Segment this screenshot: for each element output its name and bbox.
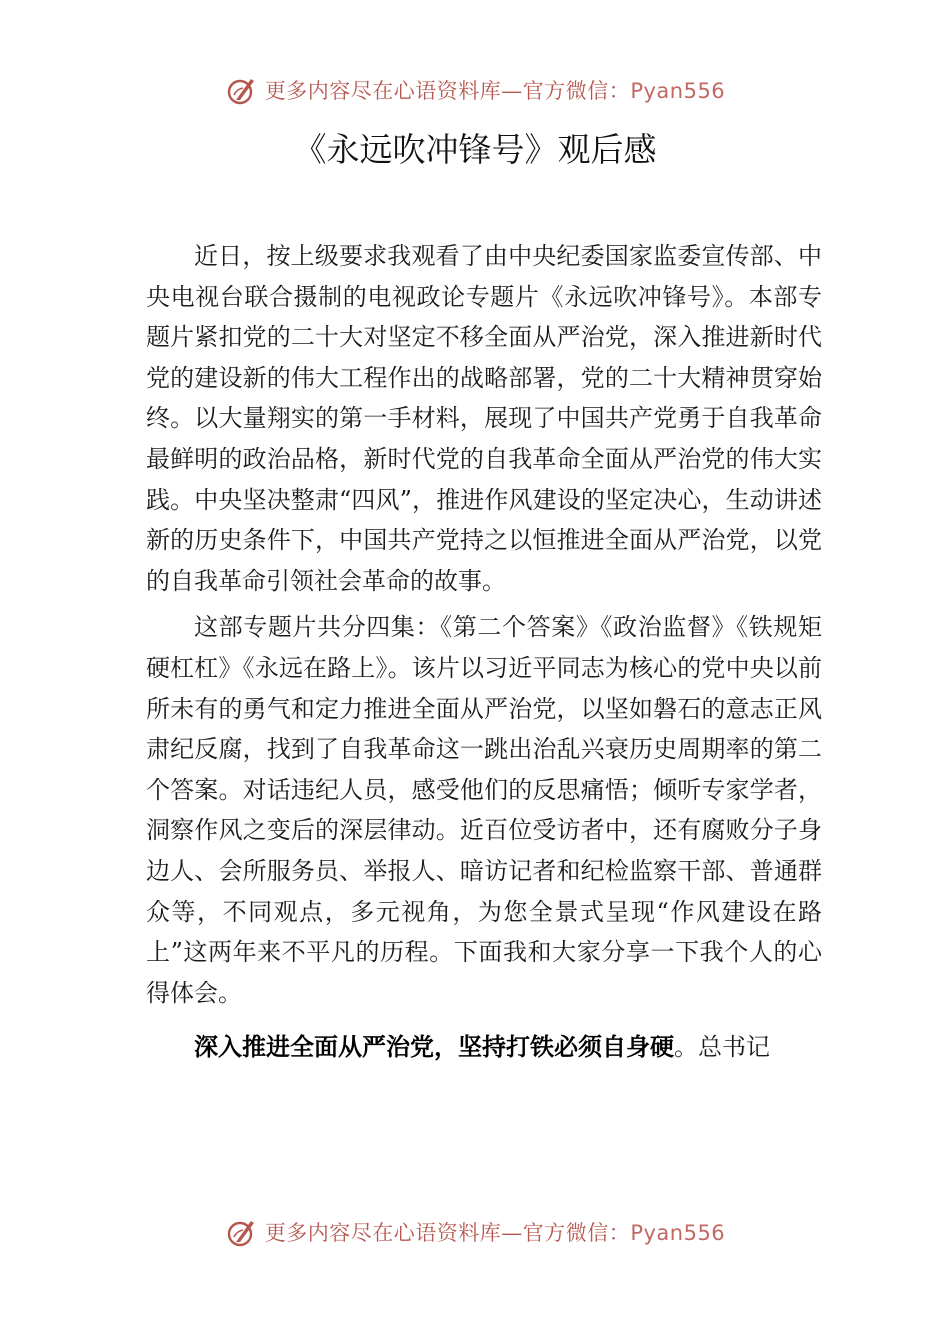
watermark-text bbox=[265, 1217, 725, 1247]
paragraph-3-text: 。总书记 bbox=[674, 1033, 770, 1062]
watermark-wechat-id: Pyan556 bbox=[630, 1221, 726, 1245]
quill-circle-icon bbox=[225, 73, 259, 107]
document-title: 《永远吹冲锋号》观后感 bbox=[293, 130, 657, 169]
watermark-label: 更多内容尽在心语资料库—官方微信： bbox=[264, 1221, 631, 1245]
quill-circle-icon bbox=[225, 1215, 259, 1249]
paragraph-2: 这部专题片共分四集：《第二个答案》《政治监督》《铁规矩硬杠杠》《永远在路上》。该片以习近平同志为核心的党中央以前所未有的勇气和定力推进全面从严治党，以坚如磐石的意志正风肃纪反腐，找到了自我革命这一跳出治乱兴衰历史周期率的第二个答案。对话违纪人员，感受他们的反思痛悟；倾听专家学者，洞察作风之变后的深层律动。近百位受访者中，还有腐败分子身边人、会所服务员、举报人、暗访记者和纪检监察干部、普通群众等，不同观点，多元视角，为您全景式呈现“作风建设在路上”这两年来不平凡的历程。下面我和大家分享一下我个人的心得体会。 bbox=[146, 613, 822, 1007]
paragraph-3 bbox=[146, 1027, 822, 1068]
header-watermark bbox=[0, 70, 950, 110]
paragraph-1: 近日，按上级要求我观看了由中央纪委国家监委宣传部、中央电视台联合摄制的电视政论专题片《永远吹冲锋号》。本部专题片紧扣党的二十大对坚定不移全面从严治党，深入推进新时代党的建设新的伟大工程作出的战略部署，党的二十大精神贯穿始终。以大量翔实的第一手材料，展现了中国共产党勇于自我革命最鲜明的政治品格，新时代党的自我革命全面从严治党的伟大实践。中央坚决整肃“四风”，推进作风建设的坚定决心，生动讲述新的历史条件下，中国共产党持之以恒推进全面从严治党，以党的自我革命引领社会革命的故事。 bbox=[146, 242, 822, 595]
watermark-text bbox=[265, 75, 725, 105]
watermark-wechat-id: Pyan556 bbox=[630, 79, 726, 103]
document-body bbox=[146, 236, 822, 1068]
watermark-label: 更多内容尽在心语资料库—官方微信： bbox=[264, 79, 631, 103]
footer-watermark bbox=[0, 1212, 950, 1252]
paragraph-3-heading: 深入推进全面从严治党，坚持打铁必须自身硬 bbox=[194, 1033, 674, 1062]
